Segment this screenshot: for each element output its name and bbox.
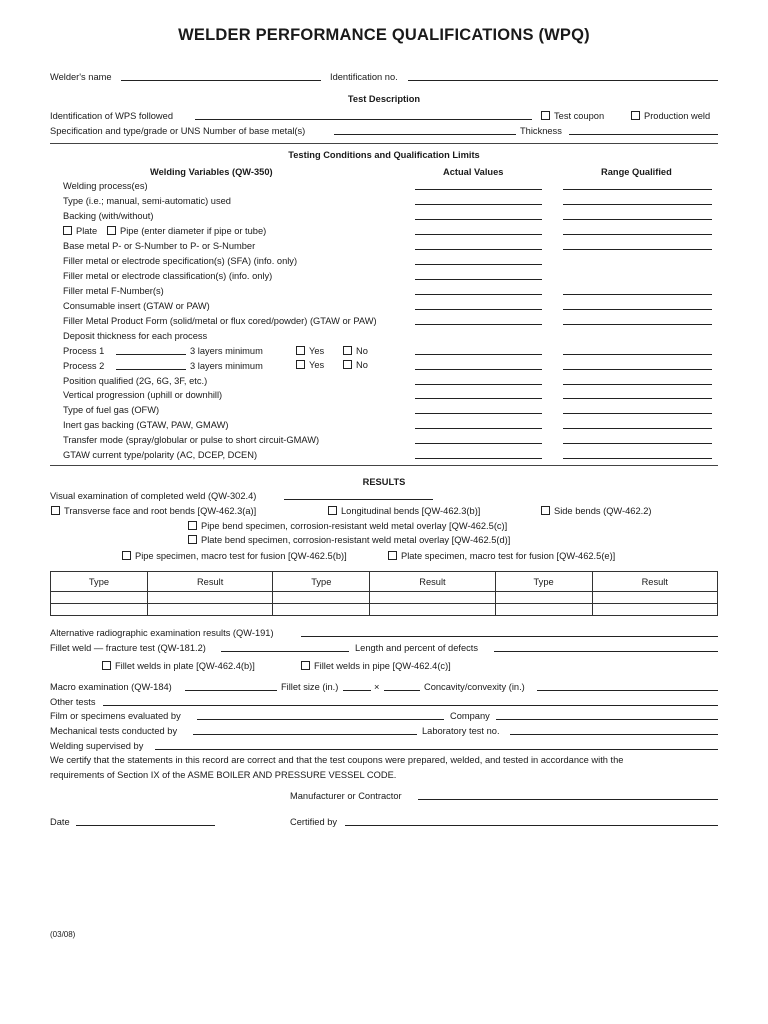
transfer-mode-range[interactable] — [563, 443, 712, 444]
table-cell[interactable] — [147, 592, 272, 604]
revision-date: (03/08) — [50, 930, 76, 939]
production-weld-label: Production weld — [644, 111, 711, 121]
visual-exam-label: Visual examination of completed weld (QW-302.4) — [50, 491, 257, 501]
certification-text-2: requirements of Section IX of the ASME BOILER AND PRESSURE VESSEL CODE. — [50, 770, 397, 780]
table-cell[interactable] — [51, 604, 148, 616]
longitudinal-option[interactable] — [328, 506, 480, 516]
vertical-actual[interactable] — [415, 398, 542, 399]
type-range[interactable] — [563, 204, 712, 205]
plate-bend-label: Plate bend specimen, corrosion-resistant weld metal overlay [QW-462.5(d)] — [201, 535, 511, 545]
radiographic-label: Alternative radiographic examination results (QW-191) — [50, 628, 274, 638]
results-heading: RESULTS — [362, 477, 406, 487]
fillet-fracture-field[interactable] — [221, 651, 349, 652]
fuel-gas-range[interactable] — [563, 413, 712, 414]
inert-gas-range[interactable] — [563, 428, 712, 429]
transfer-mode-actual[interactable] — [415, 443, 542, 444]
welding-process-range[interactable] — [563, 189, 712, 190]
vertical-label: Vertical progression (uphill or downhill) — [63, 390, 223, 400]
process2-yes-option[interactable] — [296, 360, 324, 370]
certification-text-1: We certify that the statements in this record are correct and that the test coupons were prepared, welded, and tested in accordance with the — [50, 755, 624, 765]
process1-no-checkbox[interactable] — [343, 346, 352, 355]
other-tests-label: Other tests — [50, 697, 96, 707]
plate-macro-checkbox[interactable] — [388, 551, 397, 560]
deposit-thickness-label: Deposit thickness for each process — [63, 331, 208, 341]
table-cell[interactable] — [370, 604, 495, 616]
process1-yes-option[interactable] — [296, 346, 324, 356]
filler-class-actual[interactable] — [415, 279, 542, 280]
process2-yes-checkbox[interactable] — [296, 360, 305, 369]
macro-exam-label: Macro examination (QW-184) — [50, 682, 172, 692]
plate-pipe-actual[interactable] — [415, 234, 542, 235]
welding-process-label: Welding process(es) — [63, 181, 148, 191]
table-header-type: Type — [273, 572, 370, 592]
table-header-result: Result — [592, 572, 717, 592]
backing-actual[interactable] — [415, 219, 542, 220]
test-coupon-label: Test coupon — [554, 111, 605, 121]
side-bends-option[interactable] — [541, 506, 652, 516]
plate-bend-option[interactable] — [188, 535, 510, 545]
table-cell[interactable] — [370, 592, 495, 604]
table-row — [51, 592, 718, 604]
radiographic-field[interactable] — [301, 636, 718, 637]
backing-label: Backing (with/without) — [63, 211, 154, 221]
process2-range[interactable] — [563, 369, 712, 370]
pipe-label: Pipe (enter diameter if pipe or tube) — [120, 226, 267, 236]
mech-tests-field[interactable] — [193, 734, 417, 735]
supervised-field[interactable] — [155, 749, 718, 750]
film-evaluated-label: Film or specimens evaluated by — [50, 711, 181, 721]
identification-no-field[interactable] — [408, 80, 718, 81]
consumable-insert-range[interactable] — [563, 309, 712, 310]
filler-product-form-range[interactable] — [563, 324, 712, 325]
table-cell[interactable] — [273, 604, 370, 616]
times-symbol: × — [374, 682, 380, 692]
table-header-type: Type — [51, 572, 148, 592]
production-weld-checkbox[interactable] — [631, 111, 640, 120]
transverse-checkbox[interactable] — [51, 506, 60, 515]
plate-macro-label: Plate specimen, macro test for fusion [QW-462.5(e)] — [401, 551, 616, 561]
process1-field[interactable] — [116, 354, 186, 355]
transverse-option[interactable] — [51, 506, 256, 516]
divider — [50, 465, 718, 466]
filler-spec-label: Filler metal or electrode specification(s) (SFA) (info. only) — [63, 256, 298, 266]
filler-spec-actual[interactable] — [415, 264, 542, 265]
concavity-label: Concavity/convexity (in.) — [424, 682, 525, 692]
process2-layers-label: 3 layers minimum — [190, 361, 263, 371]
production-weld-option[interactable] — [631, 111, 710, 121]
consumable-insert-label: Consumable insert (GTAW or PAW) — [63, 301, 210, 311]
backing-range[interactable] — [563, 219, 712, 220]
results-table — [50, 571, 718, 616]
table-cell[interactable] — [592, 604, 717, 616]
process1-yes-checkbox[interactable] — [296, 346, 305, 355]
test-description-heading: Test Description — [347, 94, 421, 104]
length-defects-label: Length and percent of defects — [355, 643, 479, 653]
plate-bend-checkbox[interactable] — [188, 535, 197, 544]
process2-field[interactable] — [116, 369, 186, 370]
fillet-pipe-option[interactable] — [301, 661, 451, 671]
actual-values-header: Actual Values — [443, 167, 504, 177]
fillet-plate-checkbox[interactable] — [102, 661, 111, 670]
macro-exam-field[interactable] — [185, 690, 277, 691]
supervised-label: Welding supervised by — [50, 741, 144, 751]
process2-label: Process 2 — [63, 361, 105, 371]
date-field[interactable] — [76, 825, 215, 826]
table-row — [51, 604, 718, 616]
welder-name-label: Welder's name — [50, 72, 112, 82]
fillet-size-field-2[interactable] — [384, 690, 420, 691]
position-range[interactable] — [563, 384, 712, 385]
wps-followed-label: Identification of WPS followed — [50, 111, 173, 121]
position-label: Position qualified (2G, 6G, 3F, etc.) — [63, 376, 208, 386]
fillet-size-field-1[interactable] — [343, 690, 371, 691]
concavity-field[interactable] — [537, 690, 718, 691]
inert-gas-actual[interactable] — [415, 428, 542, 429]
fillet-pipe-label: Fillet welds in pipe [QW-462.4(c)] — [314, 661, 451, 671]
base-metal-actual[interactable] — [415, 249, 542, 250]
date-label: Date — [50, 817, 70, 827]
testing-conditions-heading: Testing Conditions and Qualification Limits — [288, 150, 480, 160]
consumable-insert-actual[interactable] — [415, 309, 542, 310]
plate-label: Plate — [76, 226, 98, 236]
lab-test-field[interactable] — [510, 734, 718, 735]
base-metal-label: Base metal P- or S-Number to P- or S-Number — [63, 241, 256, 251]
table-header-type: Type — [495, 572, 592, 592]
side-bends-checkbox[interactable] — [541, 506, 550, 515]
no-label: No — [356, 346, 368, 356]
process1-range[interactable] — [563, 354, 712, 355]
thickness-label: Thickness — [520, 126, 562, 136]
range-qualified-header: Range Qualified — [601, 167, 672, 177]
wps-followed-field[interactable] — [195, 119, 532, 120]
filler-product-form-label: Filler Metal Product Form (solid/metal or flux cored/powder) (GTAW or PAW) — [63, 316, 377, 326]
table-header-result: Result — [370, 572, 495, 592]
certified-by-field[interactable] — [345, 825, 718, 826]
table-cell[interactable] — [51, 592, 148, 604]
process2-actual[interactable] — [415, 369, 542, 370]
longitudinal-label: Longitudinal bends [QW-462.3(b)] — [341, 506, 481, 516]
base-metal-range[interactable] — [563, 249, 712, 250]
pipe-macro-checkbox[interactable] — [122, 551, 131, 560]
gtaw-current-actual[interactable] — [415, 458, 542, 459]
table-cell[interactable] — [592, 592, 717, 604]
fuel-gas-label: Type of fuel gas (OFW) — [63, 405, 160, 415]
pipe-bend-label: Pipe bend specimen, corrosion-resistant weld metal overlay [QW-462.5(c)] — [201, 521, 508, 531]
identification-no-label: Identification no. — [330, 72, 398, 82]
table-cell[interactable] — [495, 592, 592, 604]
plate-macro-option[interactable] — [388, 551, 615, 561]
type-label: Type (i.e.; manual, semi-automatic) used — [63, 196, 231, 206]
fillet-pipe-checkbox[interactable] — [301, 661, 310, 670]
certified-by-label: Certified by — [290, 817, 338, 827]
length-defects-field[interactable] — [494, 651, 718, 652]
process1-label: Process 1 — [63, 346, 105, 356]
table-cell[interactable] — [273, 592, 370, 604]
filler-fnumber-range[interactable] — [563, 294, 712, 295]
table-header-result: Result — [147, 572, 272, 592]
filler-product-form-actual[interactable] — [415, 324, 542, 325]
film-evaluated-field[interactable] — [197, 719, 444, 720]
gtaw-current-range[interactable] — [563, 458, 712, 459]
side-bends-label: Side bends (QW-462.2) — [554, 506, 652, 516]
type-actual[interactable] — [415, 204, 542, 205]
filler-fnumber-actual[interactable] — [415, 294, 542, 295]
filler-fnumber-label: Filler metal F-Number(s) — [63, 286, 164, 296]
no-label: No — [356, 360, 368, 370]
pipe-bend-checkbox[interactable] — [188, 521, 197, 530]
transverse-label: Transverse face and root bends [QW-462.3(a)] — [64, 506, 257, 516]
test-coupon-checkbox[interactable] — [541, 111, 550, 120]
plate-pipe-range[interactable] — [563, 234, 712, 235]
lab-test-label: Laboratory test no. — [422, 726, 500, 736]
welding-variables-header: Welding Variables (QW-350) — [150, 167, 273, 177]
divider — [50, 143, 718, 144]
process1-no-option[interactable] — [343, 346, 368, 356]
company-label: Company — [450, 711, 490, 721]
process1-layers-label: 3 layers minimum — [190, 346, 263, 356]
transfer-mode-label: Transfer mode (spray/globular or pulse to short circuit-GMAW) — [63, 435, 320, 445]
fuel-gas-actual[interactable] — [415, 413, 542, 414]
pipe-macro-option[interactable] — [122, 551, 347, 561]
longitudinal-checkbox[interactable] — [328, 506, 337, 515]
fillet-size-label: Fillet size (in.) — [281, 682, 339, 692]
filler-class-label: Filler metal or electrode classification(s) (info. only) — [63, 271, 273, 281]
other-tests-field[interactable] — [103, 705, 718, 706]
process1-actual[interactable] — [415, 354, 542, 355]
vertical-range[interactable] — [563, 398, 712, 399]
fillet-fracture-label: Fillet weld — fracture test (QW-181.2) — [50, 643, 206, 653]
pipe-bend-option[interactable] — [188, 521, 507, 531]
process2-no-checkbox[interactable] — [343, 360, 352, 369]
welder-name-field[interactable] — [121, 80, 321, 81]
yes-label: Yes — [309, 346, 325, 356]
fillet-plate-label: Fillet welds in plate [QW-462.4(b)] — [115, 661, 255, 671]
plate-checkbox[interactable] — [63, 226, 72, 235]
manufacturer-field[interactable] — [418, 799, 718, 800]
table-cell[interactable] — [495, 604, 592, 616]
base-metal-spec-field[interactable] — [334, 134, 516, 135]
position-actual[interactable] — [415, 384, 542, 385]
plate-option[interactable] — [63, 226, 97, 236]
welding-process-actual[interactable] — [415, 189, 542, 190]
test-coupon-option[interactable] — [541, 111, 604, 121]
fillet-plate-option[interactable] — [102, 661, 255, 671]
mech-tests-label: Mechanical tests conducted by — [50, 726, 178, 736]
pipe-option[interactable] — [107, 226, 266, 236]
pipe-checkbox[interactable] — [107, 226, 116, 235]
company-field[interactable] — [496, 719, 718, 720]
visual-exam-field[interactable] — [284, 499, 433, 500]
process2-no-option[interactable] — [343, 360, 368, 370]
gtaw-current-label: GTAW current type/polarity (AC, DCEP, DCEN) — [63, 450, 258, 460]
inert-gas-label: Inert gas backing (GTAW, PAW, GMAW) — [63, 420, 229, 430]
thickness-field[interactable] — [569, 134, 718, 135]
base-metal-spec-label: Specification and type/grade or UNS Number of base metal(s) — [50, 126, 306, 136]
form-title: WELDER PERFORMANCE QUALIFICATIONS (WPQ) — [178, 26, 590, 44]
yes-label: Yes — [309, 360, 325, 370]
manufacturer-label: Manufacturer or Contractor — [290, 791, 402, 801]
table-cell[interactable] — [147, 604, 272, 616]
pipe-macro-label: Pipe specimen, macro test for fusion [QW-462.5(b)] — [135, 551, 347, 561]
